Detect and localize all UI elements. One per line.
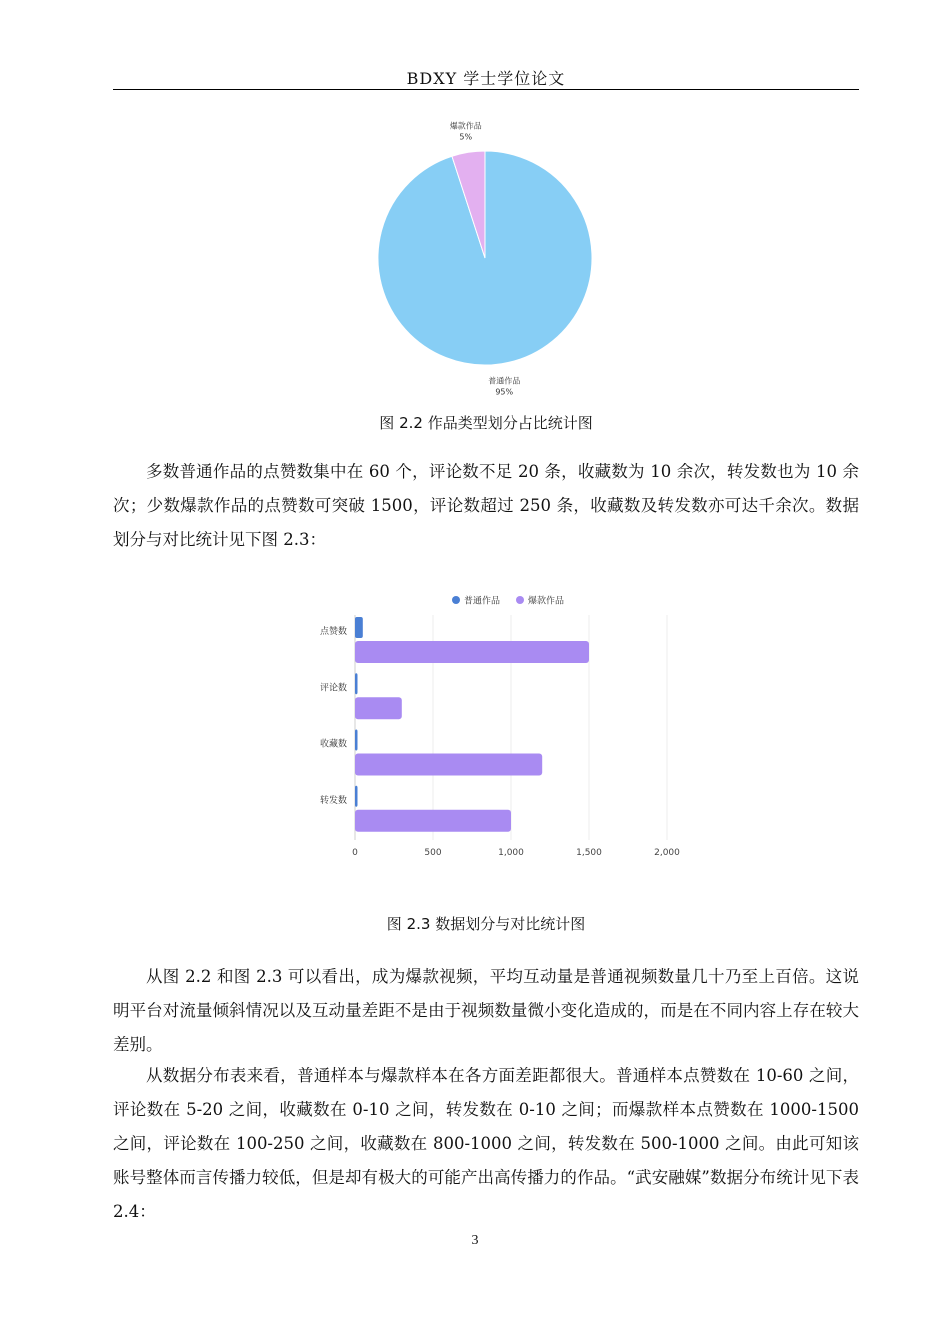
bar-chart bbox=[300, 585, 700, 865]
x-tick-label: 1,000 bbox=[498, 848, 524, 858]
legend-marker bbox=[516, 596, 524, 604]
x-tick-label: 2,000 bbox=[654, 848, 680, 858]
paragraph-3: 从数据分布表来看，普通样本与爆款样本在各方面差距都很大。普通样本点赞数在 10-60 之间，评论数在 5-20 之间，收藏数在 0-10 之间，转发数在 0-10 之间；而爆款样本点赞数在 1000-1500 之间，评论数在 100-250 之间，收藏数在 800-1000 之间，转发数在 500-1000 之间。由此可知该账号整体而言传播力较低，但是却有极大的可能产出高传播力的作品。“武安融媒”数据分布统计见下表 2.4： bbox=[113, 1066, 859, 1221]
pie-slice-value: 5% bbox=[459, 132, 473, 142]
figure-2-3-caption: 图 2.3 数据划分与对比统计图 bbox=[386, 915, 586, 933]
category-label: 转发数 bbox=[319, 795, 347, 806]
figure-2-2-caption: 图 2.2 作品类型划分占比统计图 bbox=[379, 414, 593, 432]
x-tick-label: 1,500 bbox=[576, 848, 602, 858]
bar-series-2 bbox=[355, 810, 511, 832]
paragraph-1: 多数普通作品的点赞数集中在 60 个，评论数不足 20 条，收藏数为 10 余次，转发数也为 10 余次；少数爆款作品的点赞数可突破 1500，评论数超过 250 条，收藏数及转发数亦可达千余次。数据划分与对比统计见下图 2.3： bbox=[113, 462, 859, 549]
page-header: BDXY 学士学位论文 bbox=[406, 69, 566, 88]
legend-marker bbox=[452, 596, 460, 604]
header-rule bbox=[113, 89, 859, 90]
bar-series-1 bbox=[355, 730, 358, 751]
category-label: 收藏数 bbox=[319, 739, 347, 750]
legend-label: 爆款作品 bbox=[528, 596, 565, 607]
paragraph-2: 从图 2.2 和图 2.3 可以看出，成为爆款视频，平均互动量是普通视频数量几十乃至上百倍。这说明平台对流量倾斜情况以及互动量差距不是由于视频数量微小变化造成的，而是在不同内容上存在较大差别。 bbox=[113, 967, 859, 1054]
bar-series-1 bbox=[355, 786, 358, 807]
pie-chart bbox=[360, 120, 610, 395]
bar-series-2 bbox=[355, 697, 402, 719]
category-label: 点赞数 bbox=[319, 627, 347, 637]
legend-label: 普通作品 bbox=[464, 596, 501, 607]
bar-series-1 bbox=[355, 617, 363, 638]
pie-slice-label: 爆款作品 bbox=[449, 121, 482, 131]
bar-series-1 bbox=[355, 673, 358, 694]
pie-slice-value: 95% bbox=[495, 387, 514, 395]
bar-series-2 bbox=[355, 641, 589, 663]
x-tick-label: 0 bbox=[352, 848, 358, 858]
bar-series-2 bbox=[355, 754, 542, 776]
pie-slice-label: 普通作品 bbox=[488, 376, 521, 386]
page-number: 3 bbox=[471, 1233, 479, 1248]
x-tick-label: 500 bbox=[424, 848, 442, 858]
category-label: 评论数 bbox=[319, 683, 347, 694]
